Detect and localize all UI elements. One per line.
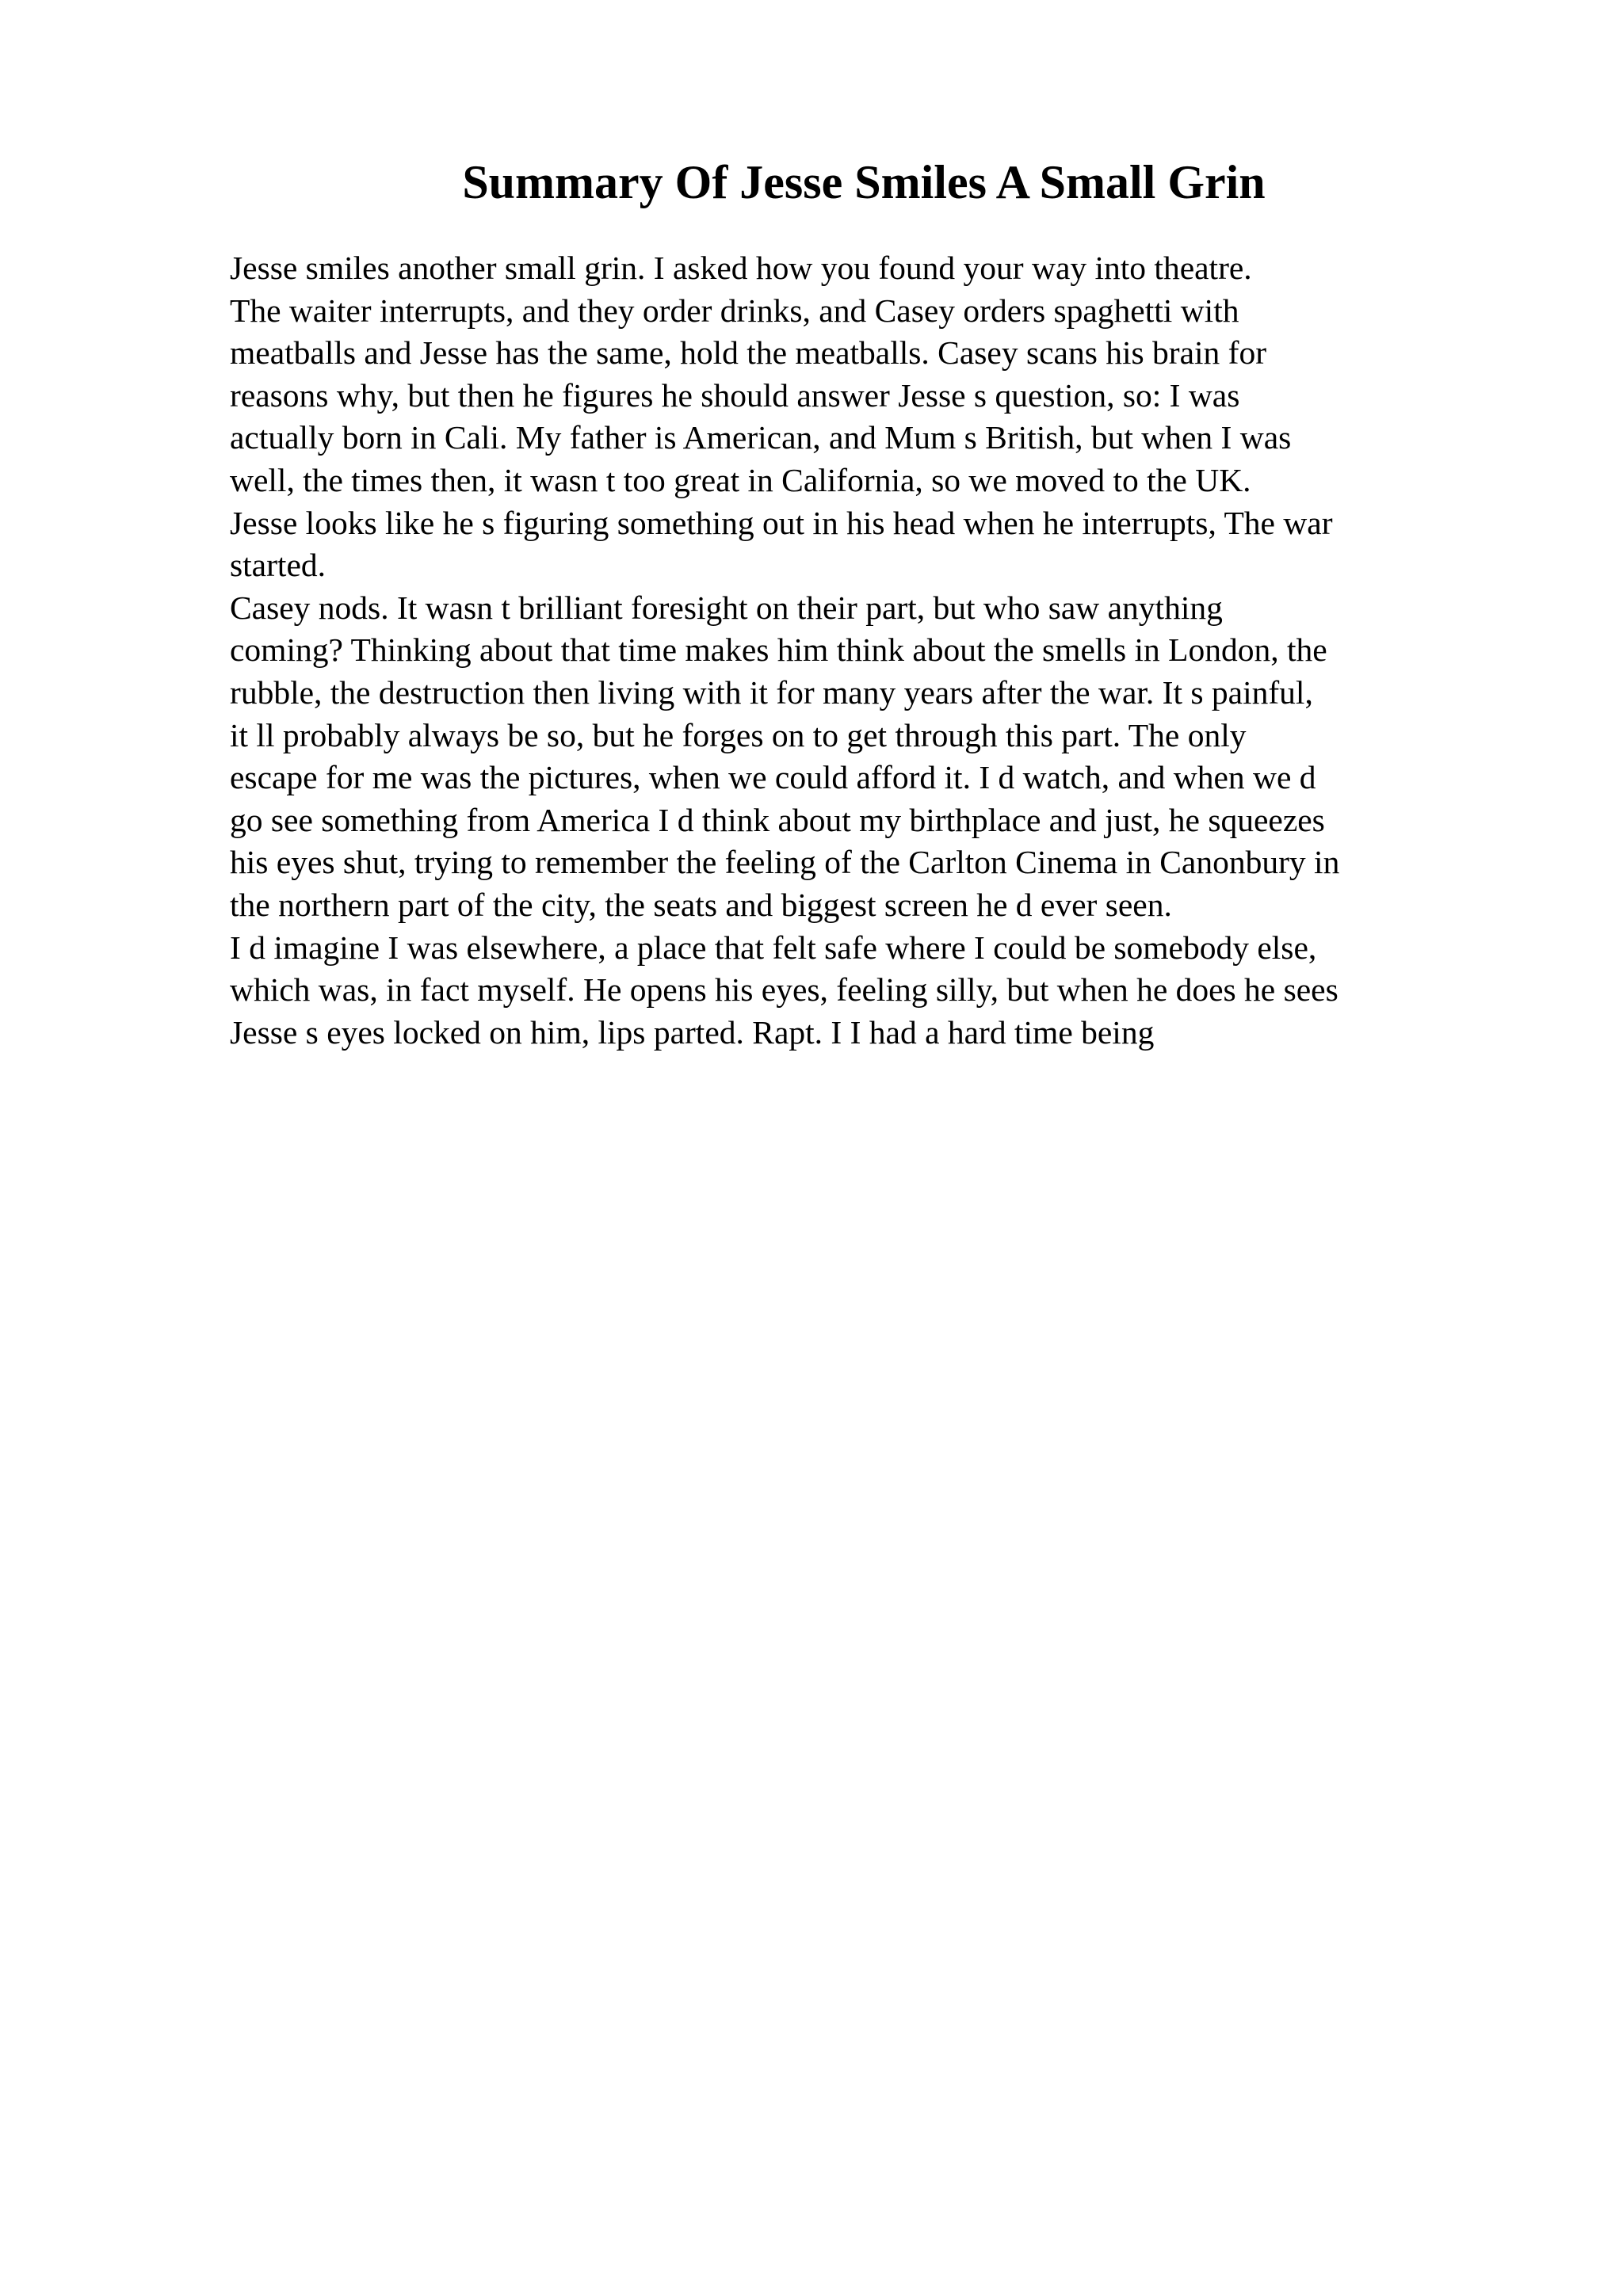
text-line: the northern part of the city, the seats and biggest screen he d ever seen. [230, 886, 1172, 923]
text-line: actually born in Cali. My father is American, and Mum s British, but when I was [230, 419, 1292, 456]
text-line: meatballs and Jesse has the same, hold the meatballs. Casey scans his brain for [230, 334, 1267, 372]
text-line: well, the times then, it wasn t too great in California, so we moved to the UK. [230, 461, 1251, 498]
text-line: escape for me was the pictures, when we could afford it. I d watch, and when we d [230, 759, 1316, 796]
text-line: his eyes shut, trying to remember the feeling of the Carlton Cinema in Canonbury in [230, 844, 1340, 881]
paragraph [230, 927, 1490, 1055]
text-line: coming? Thinking about that time makes him think about the smells in London, the [230, 631, 1327, 669]
paragraph [230, 247, 1490, 290]
text-line: I d imagine I was elsewhere, a place that felt safe where I could be somebody else, [230, 929, 1317, 966]
paragraph [230, 587, 1490, 927]
text-line: The waiter interrupts, and they order drinks, and Casey orders spaghetti with [230, 292, 1239, 329]
text-line: rubble, the destruction then living with it for many years after the war. It s painful, [230, 673, 1313, 711]
text-line: reasons why, but then he figures he should answer Jesse s question, so: I was [230, 376, 1240, 414]
text-line: Jesse smiles another small grin. I asked how you found your way into theatre. [230, 250, 1252, 286]
text-line: started. [230, 547, 326, 584]
paragraph [230, 290, 1490, 587]
document-body [230, 247, 1490, 1054]
text-line: which was, in fact myself. He opens his eyes, feeling silly, but when he does he sees [230, 971, 1338, 1009]
text-line: go see something from America I d think about my birthplace and just, he squeezes [230, 801, 1325, 838]
text-line: Casey nods. It wasn t brilliant foresight on their part, but who saw anything [230, 589, 1223, 626]
page-title: Summary Of Jesse Smiles A Small Grin [462, 156, 1266, 208]
text-line: Jesse s eyes locked on him, lips parted. Rapt. I I had a hard time being [230, 1013, 1155, 1051]
text-line: Jesse looks like he s figuring something out in his head when he interrupts, The war [230, 504, 1333, 541]
text-line: it ll probably always be so, but he forges on to get through this part. The only [230, 716, 1247, 753]
